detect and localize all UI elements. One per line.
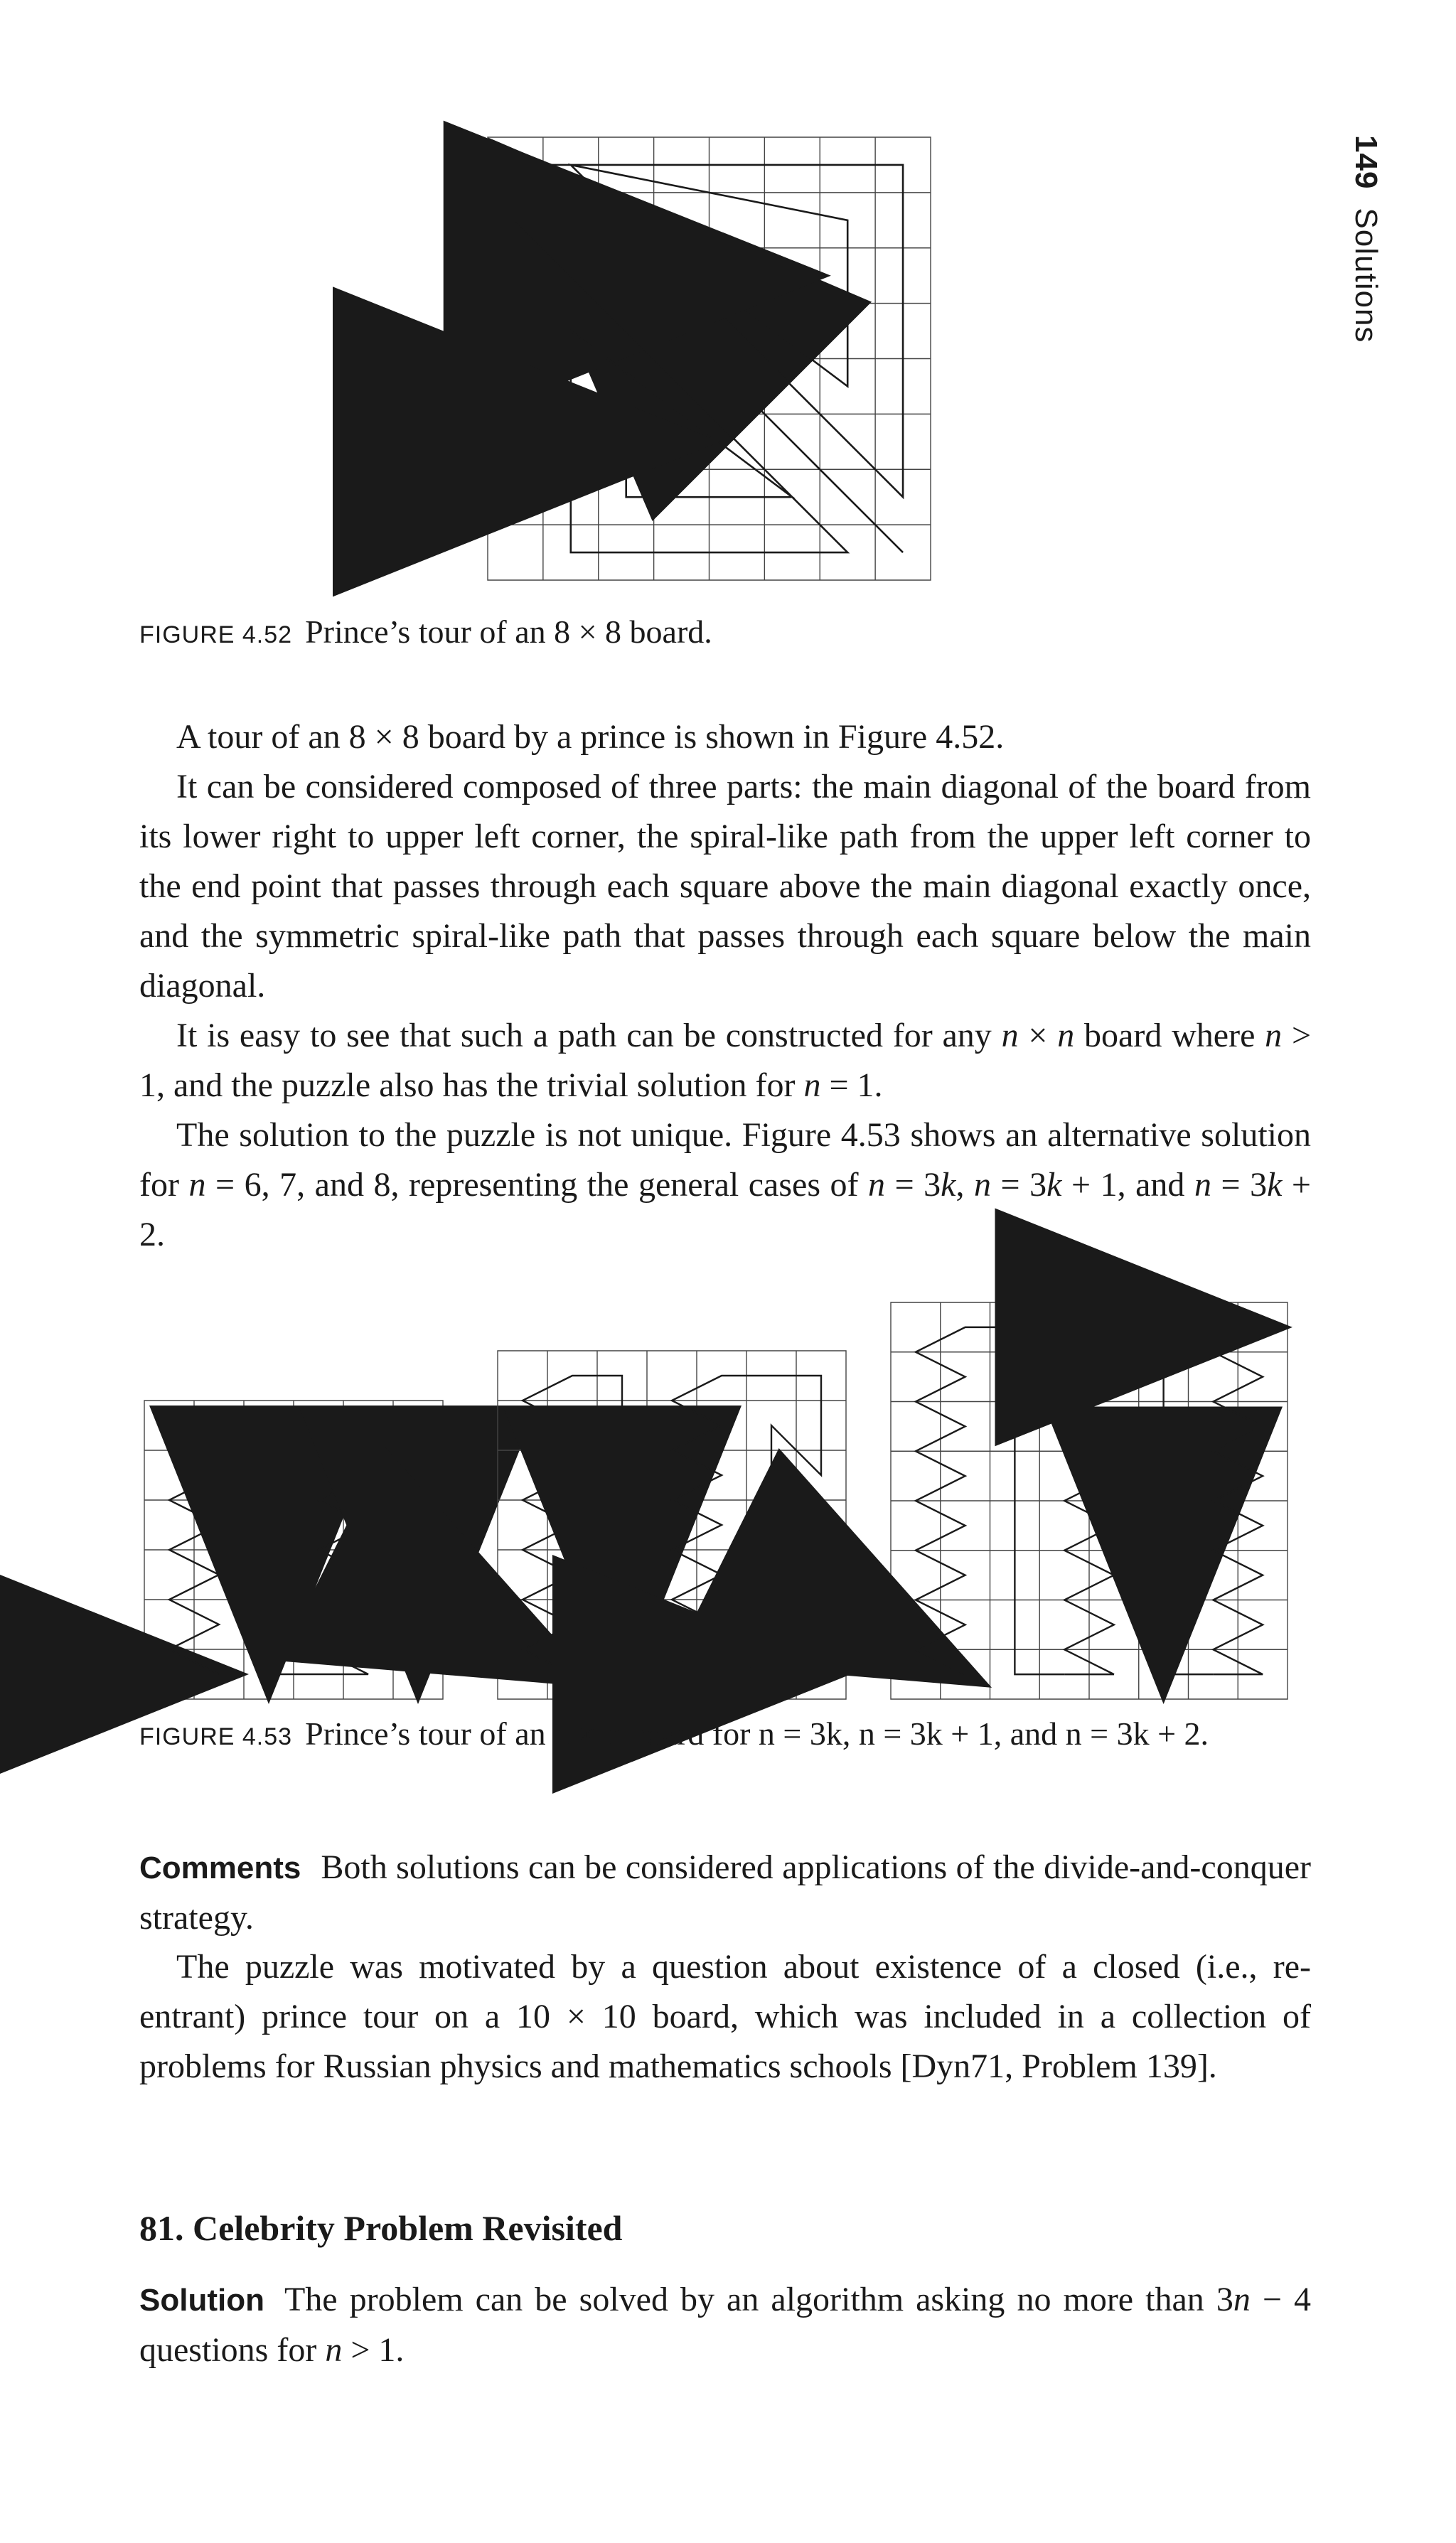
comments-paragraph: Comments Both solutions can be considered applications of the divide-and-conquer strategy. [139, 1848, 1311, 1937]
page-number: 149 [1349, 135, 1383, 190]
solution-paragraph: Solution The problem can be solved by an algorithm asking no more than 3n − 4 questions for n > 1. [139, 2281, 1312, 2369]
figure-4-53-board-6x6 [144, 1401, 443, 1699]
figure-4-52-caption [139, 613, 712, 651]
paragraph-6: The puzzle was motivated by a question about existence of a closed (i.e., re-entrant) prince tour on a 10 × 10 board, which was included in a collection of problems for Russian physics and mathematics schools [Dyn71, Problem 139]. [139, 1948, 1311, 2085]
figure-4-53-caption [139, 1715, 1209, 1752]
solution-label: Solution [139, 2283, 264, 2318]
paragraph-2: It can be considered composed of three parts: the main diagonal of the board from its lower right to upper left corner, the spiral-like path from the upper left corner to the end point that passes through each square above the main diagonal exactly once, and the symmetric spiral-like path that passes through each square below the main diagonal. [139, 768, 1311, 1005]
paragraph-4: The solution to the puzzle is not unique. Figure 4.53 shows an alternative solution for n = 6, 7, and 8, representing the general cases of n = 3k, n = 3k + 1, and n = 3k + 2. [139, 1116, 1311, 1253]
figure-caption-text: Prince’s tour of an 8 × 8 board. [305, 614, 712, 650]
running-header-section: Solutions [1349, 208, 1383, 343]
figure-4-53-board-8x8 [891, 1302, 1288, 1699]
figure-4-53-board-7x7 [498, 1351, 846, 1699]
figure-caption-text: Prince’s tour of an n × n board for n = 3k, n = 3k + 1, and n = 3k + 2. [305, 1715, 1209, 1752]
paragraph-1: A tour of an 8 × 8 board by a prince is shown in Figure 4.52. [176, 718, 1005, 756]
paragraph-3: It is easy to see that such a path can be constructed for any n × n board where n > 1, and the puzzle also has the trivial solution for n = 1. [139, 1017, 1312, 1104]
running-header [1342, 135, 1399, 370]
lower-spiral-path [515, 220, 847, 552]
section-heading: 81. Celebrity Problem Revisited [139, 2208, 623, 2248]
figure-label: FIGURE 4.52 [139, 621, 293, 648]
figure-4-52-board [488, 137, 931, 580]
comments-label: Comments [139, 1851, 301, 1885]
figure-label: FIGURE 4.53 [139, 1723, 293, 1750]
tour-path [523, 1376, 821, 1674]
